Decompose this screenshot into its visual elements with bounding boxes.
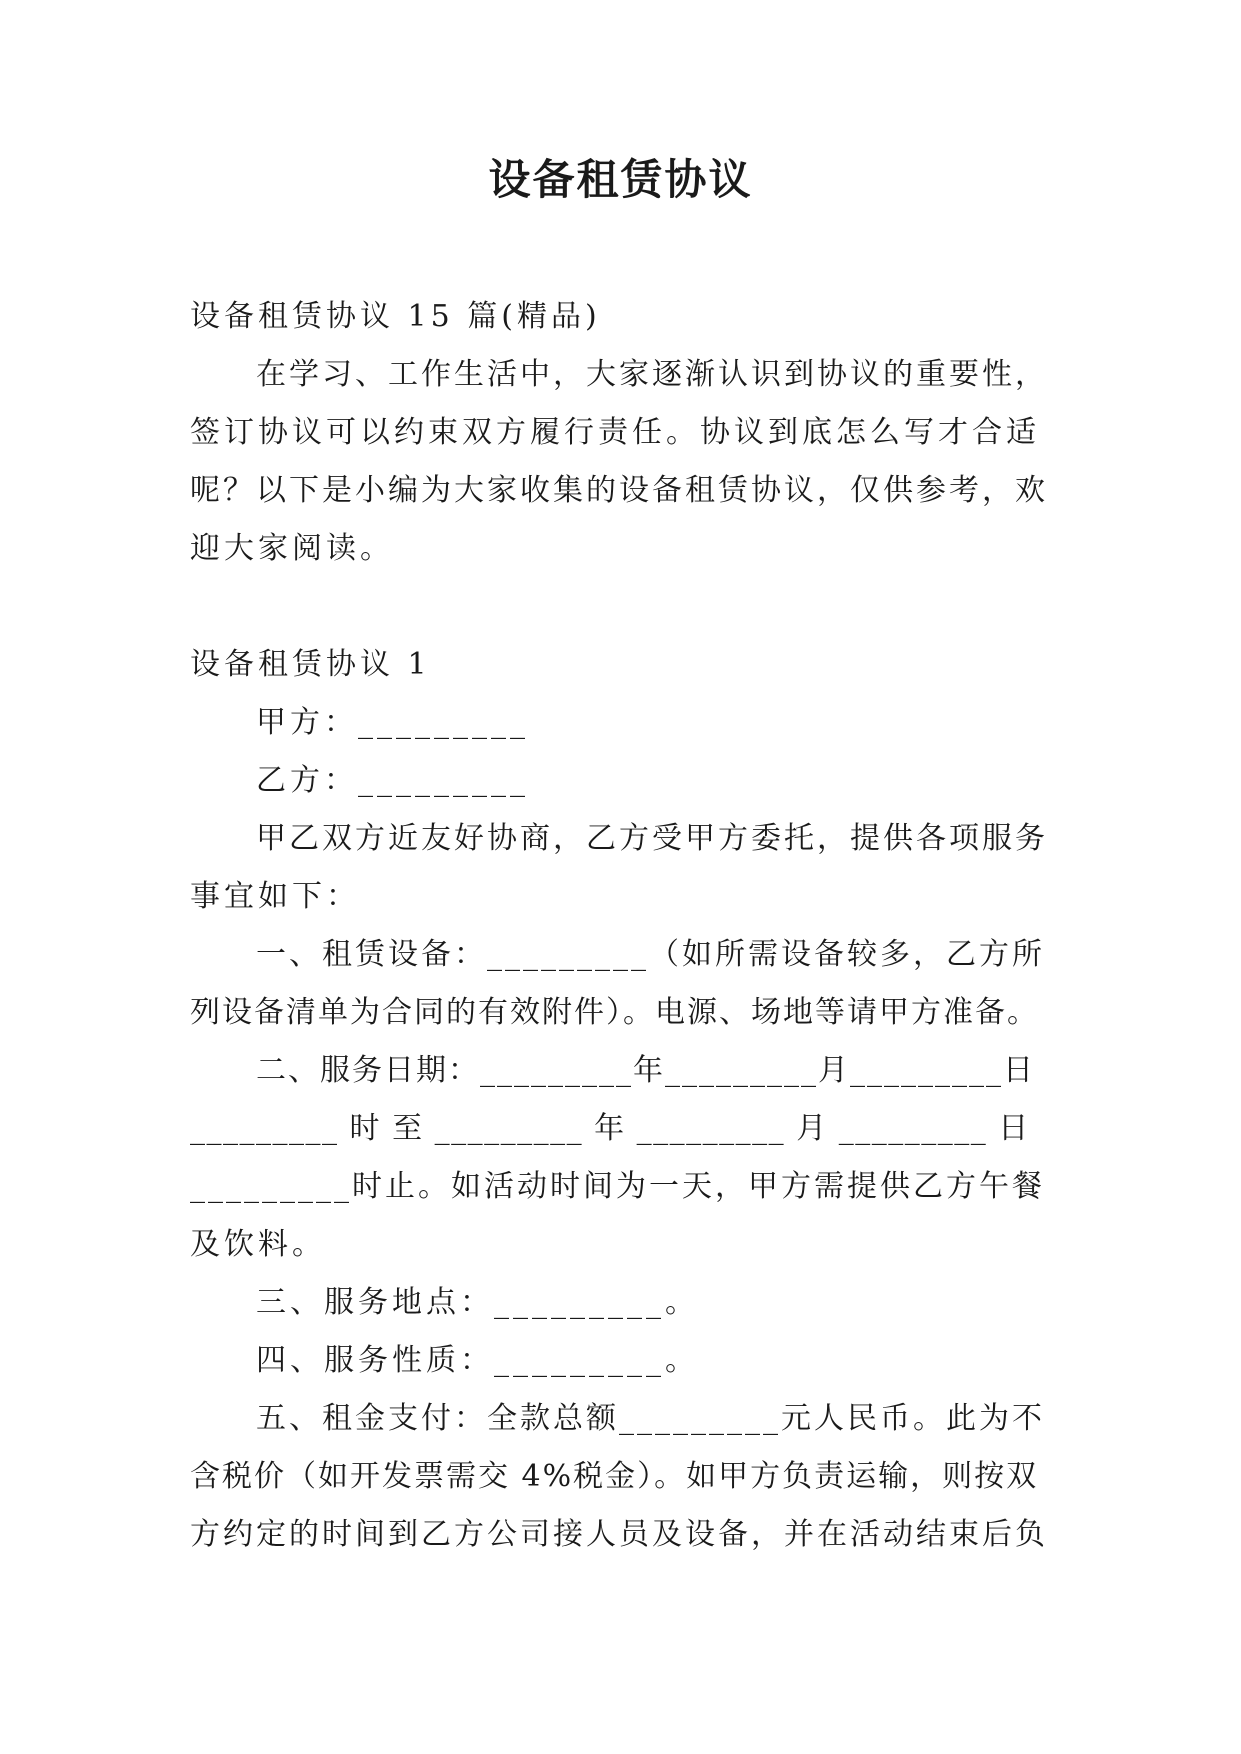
party-a-line: 甲方：_________ [256,705,529,740]
intro-paragraph-line: 迎大家阅读。 [190,531,394,566]
intro-paragraph-line: 呢？以下是小编为大家收集的设备租赁协议，仅供参考，欢 [190,473,1048,508]
clause-2-line: _________时止。如活动时间为一天，甲方需提供乙方午餐 [190,1169,1045,1204]
intro-paragraph-line: 签订协议可以约束双方履行责任。协议到底怎么写才合适 [190,415,1040,450]
clause-2-line: 二、服务日期：_________年_________月_________日 [256,1053,1035,1088]
preamble-line: 事宜如下： [190,879,360,914]
intro-paragraph-line: 在学习、工作生活中，大家逐渐认识到协议的重要性， [256,357,1048,392]
clause-5-line: 五、租金支付：全款总额_________元人民币。此为不 [256,1401,1045,1436]
clause-2-line: _________ 时 至 _________ 年 _________ 月 _________ 日 [190,1111,1030,1146]
clause-2-line: 及饮料。 [190,1227,326,1262]
clause-1-line: 一、租赁设备：_________（如所需设备较多，乙方所 [256,937,1045,972]
blank-line [190,578,1050,636]
agreement-heading: 设备租赁协议 1 [190,647,431,682]
document-body [190,288,1050,1564]
clause-3-line: 三、服务地点：_________。 [256,1285,699,1320]
collection-heading: 设备租赁协议 15 篇(精品) [190,299,601,334]
party-b-line: 乙方：_________ [256,763,529,798]
clause-5-line: 含税价（如开发票需交 4%税金）。如甲方负责运输，则按双 [190,1459,1039,1494]
clause-5-line: 方约定的时间到乙方公司接人员及设备，并在活动结束后负 [190,1517,1048,1552]
clause-1-line: 列设备清单为合同的有效附件）。电源、场地等请甲方准备。 [190,995,1039,1030]
document-title: 设备租赁协议 [488,155,753,204]
preamble-line: 甲乙双方近友好协商，乙方受甲方委托，提供各项服务 [256,821,1048,856]
clause-4-line: 四、服务性质：_________。 [256,1343,699,1378]
